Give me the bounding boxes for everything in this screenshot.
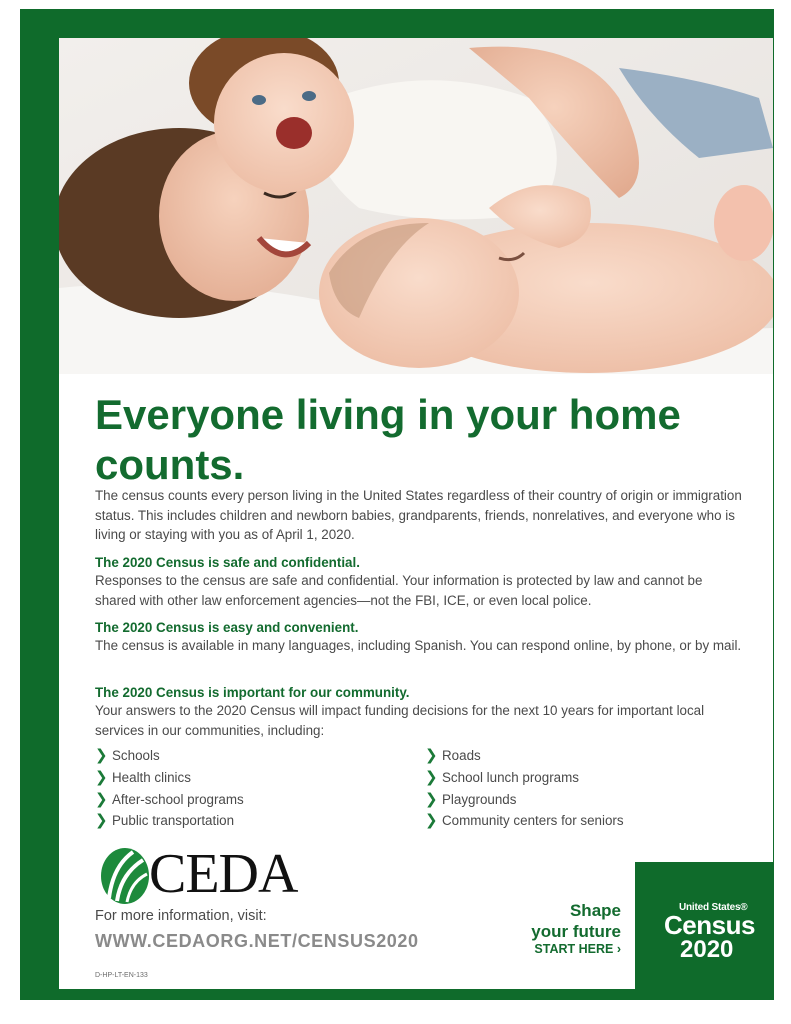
chevron-right-icon: ❯	[95, 768, 108, 786]
ceda-leaf-icon	[99, 846, 151, 906]
list-item: ❯ Schools	[95, 745, 395, 767]
section-community-body: Your answers to the 2020 Census will impact funding decisions for the next 10 years for important local services in our communities, including:	[95, 703, 705, 738]
chevron-right-icon: ❯	[95, 790, 108, 808]
ceda-logo-text: CEDA	[149, 843, 298, 905]
chevron-right-icon: ❯	[95, 747, 108, 764]
chevron-right-icon: ❯	[425, 747, 438, 764]
family-photo	[59, 38, 773, 374]
start-here-link[interactable]: START HERE ›	[534, 942, 621, 956]
chevron-right-icon: ❯	[425, 790, 438, 808]
chevron-right-icon: ❯	[95, 812, 108, 830]
document-code: D-HP-LT-EN-133	[95, 972, 148, 979]
headline: Everyone living in your home counts.	[95, 391, 681, 488]
tagline: Shape your future	[531, 901, 621, 941]
section-safe-body: Responses to the census are safe and confidential. Your information is protected by law and cannot be shared with other law enforcement agencies—not the FBI, ICE, or even local police.	[95, 573, 703, 608]
ceda-logo	[99, 843, 319, 906]
intro-paragraph: The census counts every person living in the United States regardless of their country of origin or immigration status. This includes children and newborn babies, grandparents, friends, nonrelatives, and everyone who is living or staying with you as of April 1, 2020.	[95, 488, 742, 542]
flyer	[59, 38, 773, 989]
section-easy-body: The census is available in many languages, including Spanish. You can respond online, by phone, or by mail.	[95, 638, 742, 653]
list-item: ❯ After-school programs	[95, 789, 395, 811]
chevron-right-icon: ❯	[425, 812, 438, 830]
census-logo-top: United States®	[679, 902, 748, 913]
list-item: ❯ School lunch programs	[425, 767, 725, 789]
family-photo-illustration	[59, 38, 773, 374]
section-easy-title: The 2020 Census is easy and convenient.	[95, 620, 359, 635]
census-logo-year: 2020	[680, 936, 734, 963]
section-safe-title: The 2020 Census is safe and confidential.	[95, 555, 360, 570]
website-link[interactable]: WWW.CEDAORG.NET/CENSUS2020	[95, 931, 419, 951]
section-community-title: The 2020 Census is important for our community.	[95, 685, 410, 700]
list-item: ❯ Playgrounds	[425, 789, 725, 811]
list-item: ❯ Public transportation	[95, 810, 395, 832]
census-logo-main: Census	[664, 910, 755, 940]
list-item: ❯ Roads	[425, 745, 725, 767]
list-item: ❯ Community centers for seniors	[425, 810, 725, 832]
services-list-left	[95, 745, 395, 832]
census-2020-logo	[635, 862, 773, 989]
chevron-right-icon: ❯	[425, 768, 438, 786]
more-info-label: For more information, visit:	[95, 908, 267, 924]
list-item: ❯ Health clinics	[95, 767, 395, 789]
services-list-right	[425, 745, 725, 832]
